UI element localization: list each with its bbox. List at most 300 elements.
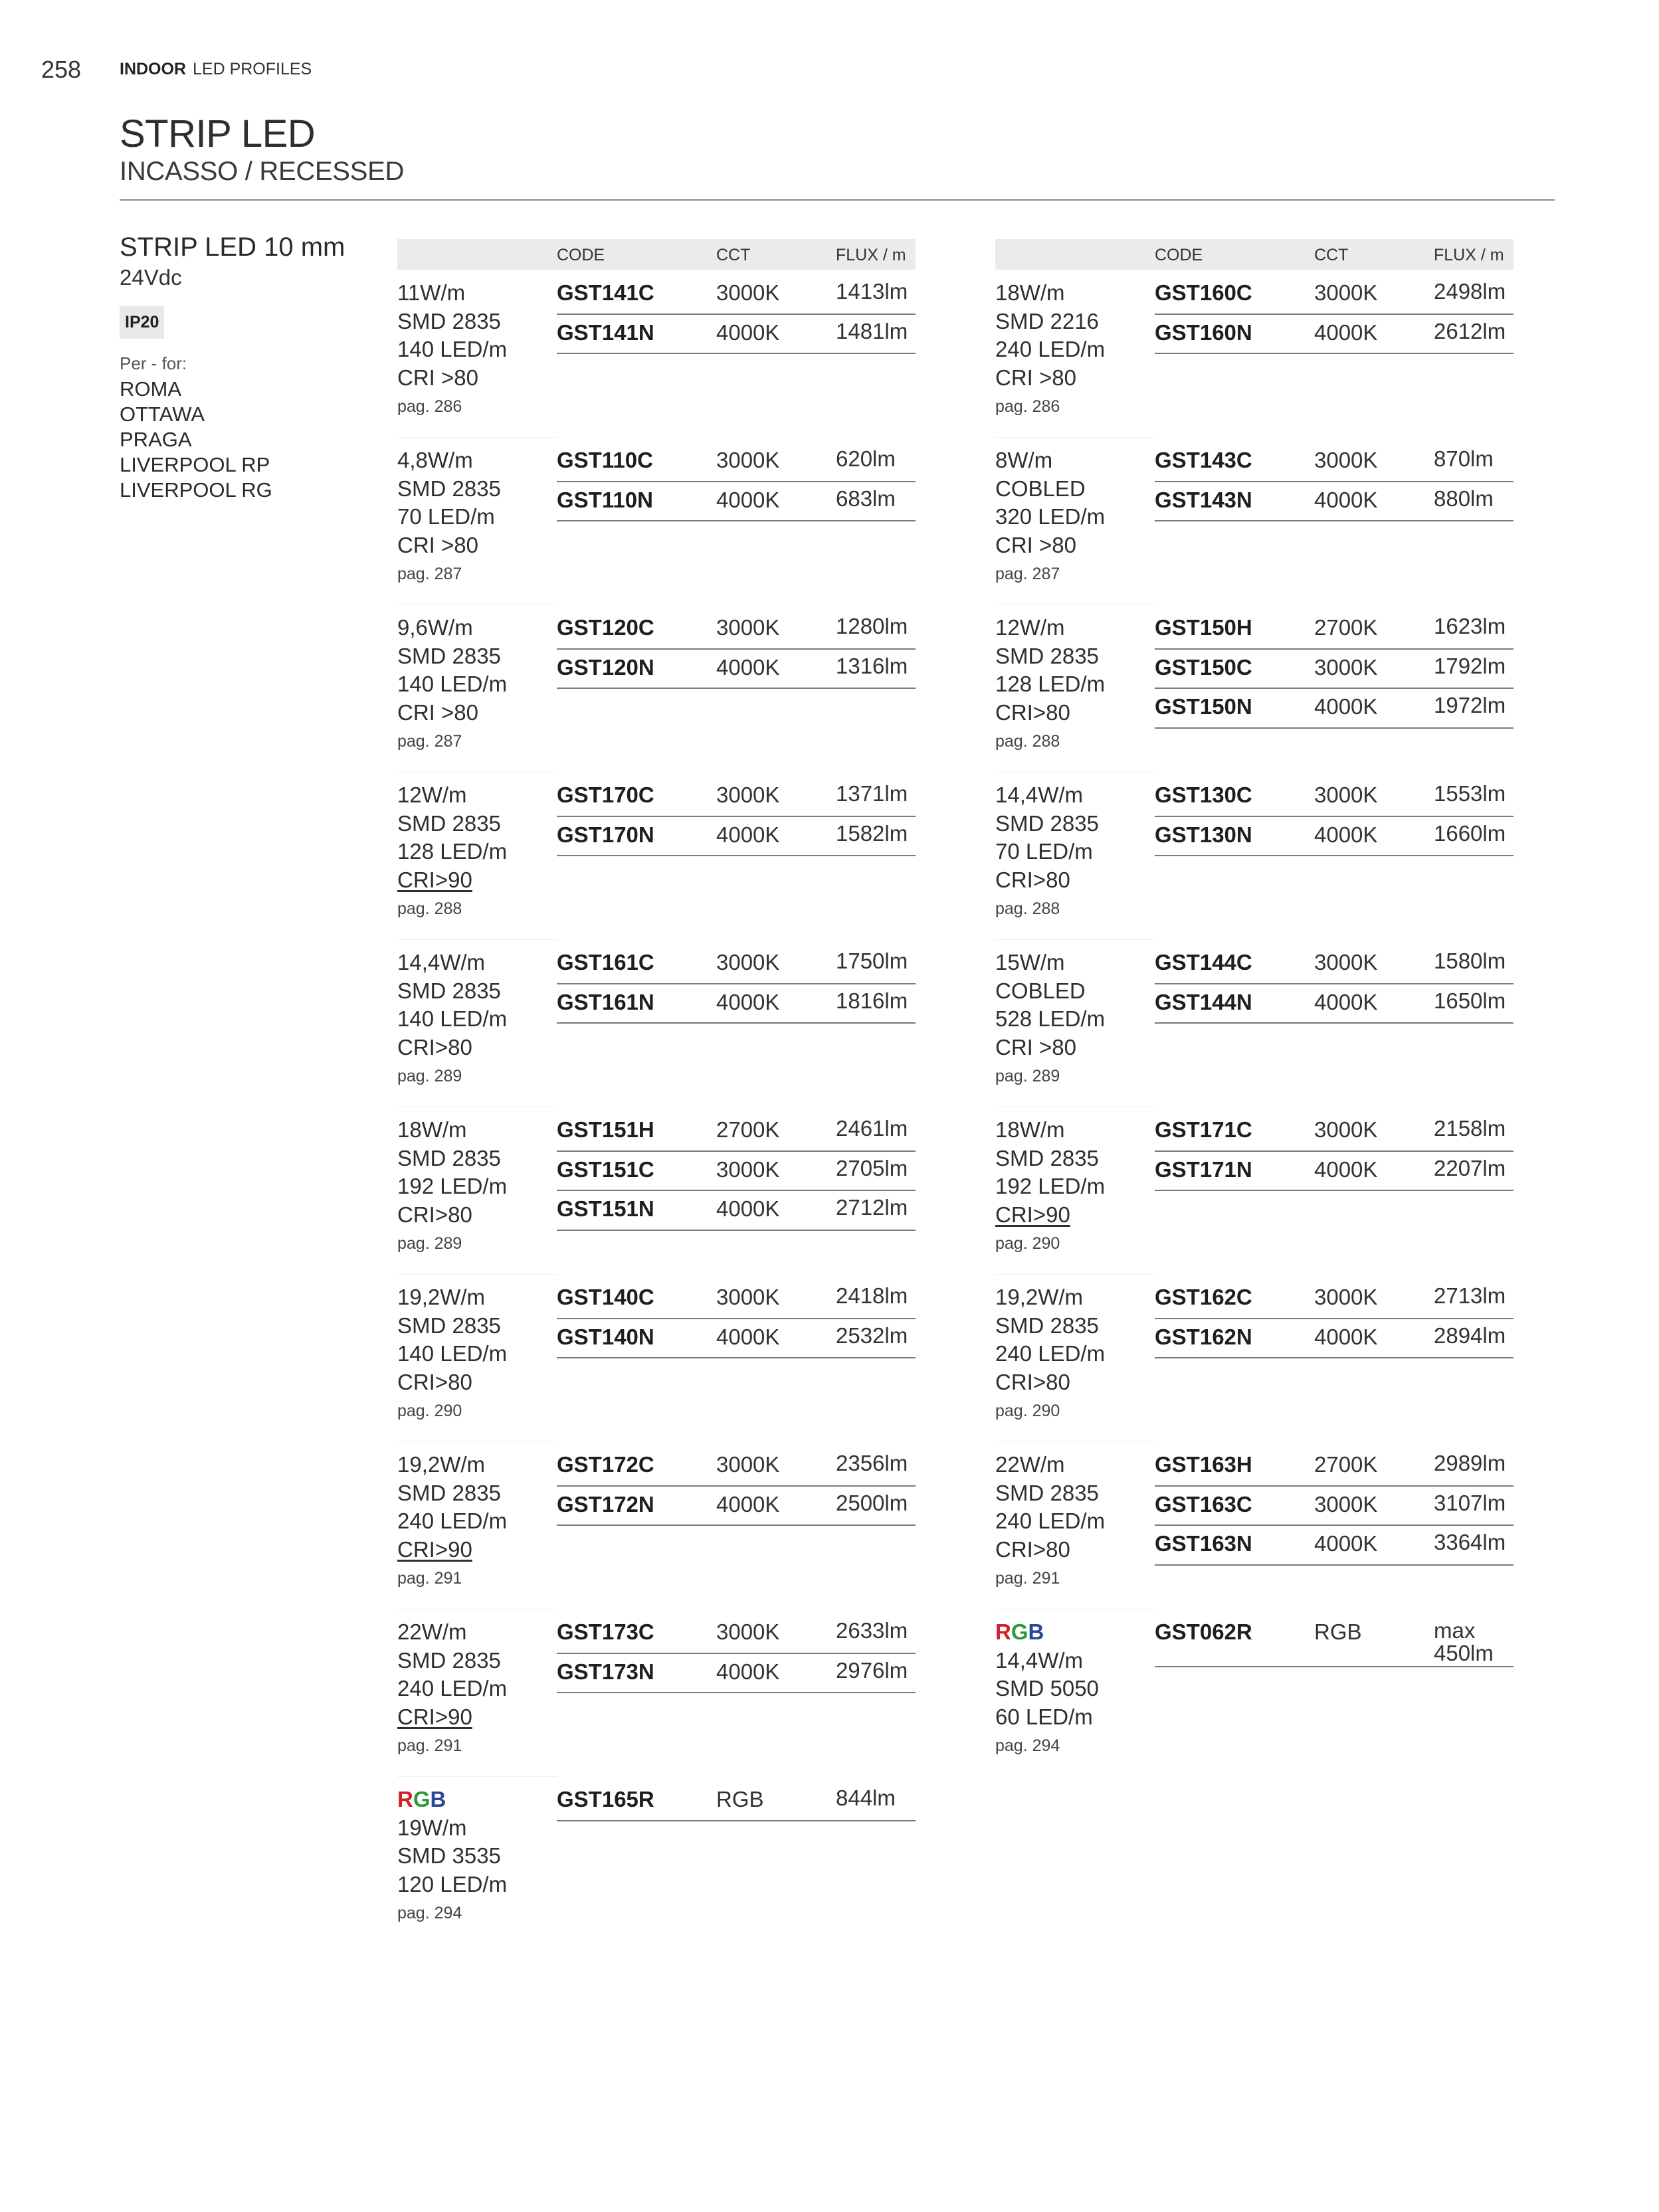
flux-value: 2532lm [836, 1323, 908, 1348]
spec-line: CRI>80 [397, 1034, 472, 1060]
section-sub: LED PROFILES [193, 60, 312, 78]
spec-line: 9,6W/m [397, 615, 473, 640]
table-row [557, 275, 916, 315]
code-rows [557, 1279, 916, 1358]
product-code: GST162C [1155, 1285, 1252, 1309]
cct-value: 4000K [716, 1196, 780, 1221]
rgb-letter: B [430, 1787, 446, 1811]
product-code: GST161N [557, 989, 654, 1014]
product-group [995, 437, 1513, 604]
flux-value: 1650lm [1434, 988, 1506, 1013]
product-code: GST144N [1155, 989, 1252, 1014]
rgb-label [995, 1618, 1148, 1647]
product-group [397, 1776, 916, 1944]
flux-value: 880lm [1434, 486, 1494, 511]
product-group [397, 1107, 916, 1274]
product-code: GST143C [1155, 448, 1252, 472]
spec-line: 240 LED/m [995, 337, 1106, 361]
product-code: GST140N [557, 1324, 654, 1349]
spec-line: COBLED [995, 978, 1086, 1003]
spec-block [995, 781, 1148, 919]
product-code: GST170C [557, 783, 654, 807]
page-reference: pag. 294 [397, 1904, 462, 1922]
compatible-model: ROMA [120, 377, 181, 401]
spec-line: 240 LED/m [995, 1509, 1106, 1533]
spec-line: SMD 2835 [995, 1480, 1099, 1505]
flux-value: 3107lm [1434, 1490, 1506, 1515]
page-reference: pag. 288 [397, 899, 462, 918]
product-code: GST110C [557, 448, 653, 472]
product-code: GST141N [557, 320, 654, 345]
product-code: GST062R [1155, 1619, 1252, 1644]
spec-block [995, 1618, 1148, 1756]
flux-value: 2633lm [836, 1618, 908, 1643]
table-row [1155, 1279, 1513, 1319]
spec-line: 12W/m [995, 615, 1065, 640]
spec-line: CRI >80 [995, 1034, 1076, 1060]
spec-line: SMD 5050 [995, 1676, 1099, 1701]
cct-value: 4000K [716, 1324, 780, 1349]
code-rows [1155, 1279, 1513, 1358]
flux-value: 1481lm [836, 318, 908, 343]
product-code: GST151C [557, 1156, 654, 1182]
header-flux: FLUX / m [836, 246, 906, 264]
spec-line: 140 LED/m [397, 337, 508, 361]
flux-value: 1582lm [836, 820, 908, 846]
table-row [1155, 777, 1513, 817]
spec-line: SMD 2835 [397, 1145, 501, 1170]
code-rows [1155, 945, 1513, 1024]
cct-value: RGB [1314, 1619, 1362, 1644]
table-row [557, 650, 916, 690]
spec-line: CRI >80 [397, 532, 478, 557]
cct-value: 3000K [1314, 1491, 1378, 1517]
table-row [557, 610, 916, 650]
spec-block [397, 1786, 550, 1923]
flux-value: 620lm [836, 446, 896, 471]
cct-value: 3000K [716, 950, 780, 974]
table-row [1155, 945, 1513, 984]
code-rows [1155, 1614, 1513, 1667]
cct-value: 3000K [716, 1156, 780, 1182]
spec-line: 60 LED/m [995, 1704, 1093, 1729]
spec-block [995, 1283, 1148, 1421]
cct-value: 2700K [716, 1117, 780, 1142]
cct-value: 4000K [1314, 1324, 1378, 1349]
code-rows [557, 442, 916, 521]
cct-value: 4000K [1314, 1156, 1378, 1182]
page-reference: pag. 288 [995, 732, 1060, 751]
spec-line: 4,8W/m [397, 448, 473, 472]
flux-value: 2500lm [836, 1490, 908, 1515]
product-code: GST163N [1155, 1531, 1252, 1556]
table-row [557, 315, 916, 355]
page-reference: pag. 291 [995, 1569, 1060, 1588]
product-table-left [397, 239, 916, 1944]
product-code: GST170N [557, 822, 654, 847]
table-row [557, 1152, 916, 1192]
spec-line: CRI>80 [995, 867, 1070, 892]
code-rows [1155, 275, 1513, 354]
spec-line: COBLED [995, 476, 1086, 501]
table-row [557, 1782, 916, 1821]
code-rows [1155, 610, 1513, 729]
header-cct: CCT [716, 246, 751, 264]
spec-line: 15W/m [995, 950, 1065, 974]
cct-value: 4000K [716, 1491, 780, 1517]
table-row [1155, 442, 1513, 482]
table-row [1155, 689, 1513, 729]
header-flux: FLUX / m [1434, 246, 1504, 264]
table-row [1155, 275, 1513, 315]
cct-value: 3000K [1314, 654, 1378, 680]
table-row [1155, 1152, 1513, 1192]
code-rows [557, 610, 916, 689]
spec-block [995, 1116, 1148, 1253]
table-row [557, 777, 916, 817]
flux-value: 1580lm [1434, 949, 1506, 973]
table-header [995, 239, 1513, 270]
page-number: 258 [41, 56, 82, 83]
table-row [557, 1191, 916, 1231]
cct-value: 4000K [716, 487, 780, 512]
spec-line: SMD 2835 [397, 978, 501, 1003]
table-row [1155, 650, 1513, 690]
spec-line: 11W/m [397, 280, 466, 305]
spec-line: 18W/m [995, 280, 1065, 305]
product-group [995, 1107, 1513, 1274]
spec-line: CRI >80 [397, 365, 478, 390]
spec-line: 70 LED/m [995, 839, 1093, 864]
flux-value: 3364lm [1434, 1530, 1506, 1554]
code-rows [1155, 1447, 1513, 1566]
product-code: GST160N [1155, 320, 1252, 345]
cct-value: 3000K [1314, 448, 1378, 472]
flux-value: 2989lm [1434, 1451, 1506, 1475]
product-code: GST163H [1155, 1452, 1252, 1477]
table-row [557, 1447, 916, 1487]
product-code: GST171N [1155, 1156, 1252, 1182]
code-rows [1155, 777, 1513, 856]
code-rows [557, 777, 916, 856]
product-group [397, 270, 916, 437]
product-code: GST165R [557, 1787, 654, 1811]
spec-line: SMD 2835 [995, 810, 1099, 836]
cct-value: 2700K [1314, 615, 1378, 640]
cct-value: RGB [716, 1787, 764, 1811]
spec-line: 8W/m [995, 448, 1053, 472]
spec-line: 18W/m [397, 1117, 467, 1142]
flux-value: 844lm [836, 1786, 896, 1810]
spec-line: 240 LED/m [995, 1341, 1106, 1366]
page-reference: pag. 290 [995, 1402, 1060, 1420]
product-code: GST173N [557, 1659, 654, 1684]
spec-line: CRI>90 [397, 867, 472, 892]
spec-line: SMD 2835 [397, 810, 501, 836]
product-group [397, 772, 916, 939]
spec-block [397, 446, 550, 584]
compatible-model: PRAGA [120, 428, 192, 451]
page-reference: pag. 287 [397, 732, 462, 751]
header-code: CODE [1155, 246, 1203, 264]
flux-value: 1972lm [1434, 693, 1506, 717]
flux-value: 2712lm [836, 1195, 908, 1220]
product-group [995, 1441, 1513, 1609]
cct-value: 3000K [1314, 280, 1378, 305]
spec-line: 14,4W/m [995, 1647, 1084, 1673]
flux-value: 1280lm [836, 614, 908, 638]
cct-value: 4000K [1314, 694, 1378, 719]
product-code: GST144C [1155, 950, 1252, 974]
page-reference: pag. 289 [397, 1067, 462, 1085]
product-code: GST172N [557, 1491, 654, 1517]
flux-value: 2976lm [836, 1657, 908, 1683]
table-row [1155, 610, 1513, 650]
compatible-for-label: Per - for: [120, 353, 187, 373]
section-label [120, 60, 312, 79]
code-rows [557, 1614, 916, 1693]
spec-block [397, 949, 550, 1086]
spec-line: CRI>90 [397, 1536, 472, 1562]
table-row [1155, 315, 1513, 355]
table-row [1155, 482, 1513, 522]
rgb-letter: R [397, 1787, 413, 1811]
rgb-letter: B [1028, 1619, 1044, 1644]
table-row [557, 1112, 916, 1152]
spec-line: CRI>90 [397, 1704, 472, 1729]
flux-value: 1316lm [836, 653, 908, 678]
cct-value: 4000K [716, 654, 780, 680]
product-code: GST171C [1155, 1117, 1252, 1142]
spec-line: 12W/m [397, 783, 467, 807]
spec-line: 140 LED/m [397, 1341, 508, 1366]
product-group [995, 604, 1513, 772]
spec-line: CRI >80 [995, 532, 1076, 557]
spec-line: CRI>90 [995, 1202, 1070, 1227]
flux-value: 2713lm [1434, 1283, 1506, 1308]
spec-line: 18W/m [995, 1117, 1065, 1142]
spec-line: CRI >80 [995, 365, 1076, 390]
spec-line: 192 LED/m [397, 1174, 508, 1198]
flux-value: 1816lm [836, 988, 908, 1013]
spec-line: 19,2W/m [995, 1285, 1084, 1309]
table-row [1155, 1614, 1513, 1667]
spec-line: CRI >80 [397, 699, 478, 725]
spec-line: SMD 2835 [397, 308, 501, 333]
product-group [397, 437, 916, 604]
page-reference: pag. 290 [397, 1402, 462, 1420]
table-row [1155, 817, 1513, 857]
product-code: GST110N [557, 487, 653, 512]
spec-block [397, 781, 550, 919]
flux-value: 2894lm [1434, 1323, 1506, 1348]
cct-value: 3000K [716, 783, 780, 807]
spec-line: 240 LED/m [397, 1509, 508, 1533]
product-group [995, 939, 1513, 1107]
page-subtitle: INCASSO / RECESSED [120, 157, 405, 186]
flux-value: 2356lm [836, 1451, 908, 1475]
cct-value: 4000K [716, 822, 780, 847]
flux-value: 2207lm [1434, 1155, 1506, 1180]
product-code: GST172C [557, 1452, 654, 1477]
page-reference: pag. 288 [995, 899, 1060, 918]
page-reference: pag. 291 [397, 1736, 462, 1755]
flux-value: 1553lm [1434, 781, 1506, 806]
table-row [1155, 1526, 1513, 1566]
product-group [995, 772, 1513, 939]
spec-line: 128 LED/m [995, 672, 1106, 696]
header-cct: CCT [1314, 246, 1349, 264]
cct-value: 4000K [716, 989, 780, 1014]
spec-line: 528 LED/m [995, 1006, 1106, 1031]
cct-value: 3000K [1314, 1285, 1378, 1309]
flux-value: 2705lm [836, 1155, 908, 1180]
product-code: GST160C [1155, 280, 1252, 305]
spec-line: 192 LED/m [995, 1174, 1106, 1198]
spec-line: SMD 2835 [995, 643, 1099, 668]
product-code: GST120C [557, 615, 654, 640]
family-info [120, 232, 385, 503]
flux-value: 683lm [836, 486, 896, 511]
rgb-label [397, 1786, 550, 1814]
flux-value: 1750lm [836, 949, 908, 973]
spec-line: 19,2W/m [397, 1285, 486, 1309]
rgb-letter: G [1011, 1619, 1028, 1644]
product-code: GST163C [1155, 1491, 1252, 1517]
product-group [397, 604, 916, 772]
flux-value: 870lm [1434, 446, 1494, 471]
cct-value: 3000K [716, 1452, 780, 1477]
spec-block [397, 1116, 550, 1253]
spec-block [995, 949, 1148, 1086]
cct-value: 4000K [1314, 1531, 1378, 1556]
flux-value: 1623lm [1434, 614, 1506, 638]
section-main: INDOOR [120, 60, 186, 78]
table-row [1155, 984, 1513, 1024]
cct-value: 4000K [716, 1659, 780, 1684]
spec-line: 19,2W/m [397, 1452, 486, 1477]
spec-line: 22W/m [397, 1619, 467, 1644]
table-header [397, 239, 916, 270]
header-divider [120, 199, 1555, 201]
table-row [557, 1614, 916, 1654]
spec-line: SMD 2835 [397, 1647, 501, 1673]
product-code: GST130C [1155, 783, 1252, 807]
code-rows [557, 945, 916, 1024]
product-code: GST150N [1155, 694, 1252, 719]
family-name: STRIP LED 10 mm [120, 232, 345, 262]
product-code: GST141C [557, 280, 654, 305]
cct-value: 3000K [1314, 783, 1378, 807]
spec-line: 140 LED/m [397, 672, 508, 696]
product-code: GST150H [1155, 615, 1252, 640]
product-code: GST150C [1155, 654, 1252, 680]
table-row [557, 482, 916, 522]
cct-value: 3000K [716, 280, 780, 305]
product-code: GST151H [557, 1117, 654, 1142]
code-rows [557, 1112, 916, 1231]
page-reference: pag. 289 [397, 1234, 462, 1253]
compatible-model: LIVERPOOL RP [120, 453, 270, 476]
spec-line: CRI>80 [397, 1369, 472, 1394]
product-groups-left [397, 270, 916, 1944]
product-code: GST151N [557, 1196, 654, 1221]
table-row [1155, 1112, 1513, 1152]
spec-line: 240 LED/m [397, 1676, 508, 1701]
family-voltage: 24Vdc [120, 265, 182, 290]
cct-value: 4000K [1314, 487, 1378, 512]
product-code: GST173C [557, 1619, 654, 1644]
spec-line: 14,4W/m [397, 950, 486, 974]
table-row [557, 945, 916, 984]
flux-value: 1371lm [836, 781, 908, 806]
cct-value: 4000K [716, 320, 780, 345]
spec-line: 19W/m [397, 1815, 467, 1840]
code-rows [557, 1782, 916, 1821]
product-group [995, 270, 1513, 437]
flux-value: 2461lm [836, 1116, 908, 1141]
product-code: GST120N [557, 654, 654, 680]
ip-rating-badge: IP20 [120, 306, 164, 339]
cct-value: 3000K [716, 448, 780, 472]
spec-block [995, 1451, 1148, 1588]
spec-line: SMD 2835 [397, 1313, 501, 1338]
product-code: GST143N [1155, 487, 1252, 512]
code-rows [1155, 1112, 1513, 1191]
flux-value: 1792lm [1434, 653, 1506, 678]
rgb-letter: G [413, 1787, 431, 1811]
flux-value: 2498lm [1434, 279, 1506, 304]
flux-value: 2158lm [1434, 1116, 1506, 1141]
flux-value: 1660lm [1434, 820, 1506, 846]
table-row [1155, 1447, 1513, 1487]
spec-line: SMD 2835 [995, 1145, 1099, 1170]
cct-value: 3000K [716, 1619, 780, 1644]
spec-block [397, 1283, 550, 1421]
page-reference: pag. 289 [995, 1067, 1060, 1085]
product-groups-right [995, 270, 1513, 1776]
spec-block [995, 279, 1148, 416]
page-reference: pag. 294 [995, 1736, 1060, 1755]
product-group [995, 1274, 1513, 1441]
spec-line: 128 LED/m [397, 839, 508, 864]
product-group [397, 1274, 916, 1441]
table-row [557, 817, 916, 857]
product-table-right [995, 239, 1513, 1776]
cct-value: 3000K [716, 615, 780, 640]
spec-line: SMD 2216 [995, 308, 1099, 333]
spec-line: 320 LED/m [995, 504, 1106, 529]
cct-value: 4000K [1314, 989, 1378, 1014]
spec-block [995, 446, 1148, 584]
compatible-model: LIVERPOOL RG [120, 478, 272, 502]
table-row [1155, 1487, 1513, 1526]
table-row [557, 984, 916, 1024]
flux-value: max 450lm [1434, 1618, 1494, 1665]
page-reference: pag. 290 [995, 1234, 1060, 1253]
table-row [557, 1654, 916, 1694]
cct-value: 4000K [1314, 822, 1378, 847]
page-reference: pag. 286 [397, 397, 462, 416]
spec-line: CRI>80 [995, 1369, 1070, 1394]
product-group [397, 1609, 916, 1776]
spec-line: 140 LED/m [397, 1006, 508, 1031]
product-group [397, 939, 916, 1107]
table-row [557, 1487, 916, 1526]
page-reference: pag. 286 [995, 397, 1060, 416]
code-rows [1155, 442, 1513, 521]
product-group [995, 1609, 1513, 1776]
